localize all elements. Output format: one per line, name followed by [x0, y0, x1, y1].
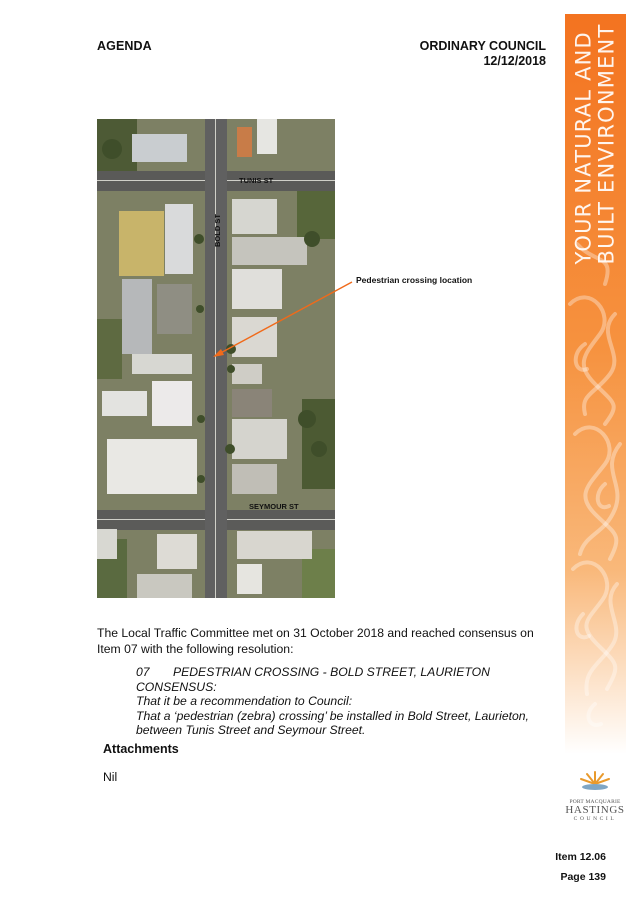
meeting-header: [420, 39, 546, 69]
resolution-line2: That a ‘pedestrian (zebra) crossing’ be installed in Bold Street, Laurieton, between Tunis Street and Seymour Street.: [136, 708, 529, 737]
aerial-map-image: [97, 119, 335, 598]
resolution-block: [136, 665, 546, 738]
meeting-date: 12/12/2018: [483, 54, 546, 68]
agenda-label: AGENDA: [97, 39, 152, 53]
item-reference: Item 12.06: [555, 851, 606, 863]
logo-hastings: HASTINGS: [565, 804, 625, 816]
band-slogan-line2: BUILT ENVIRONMENT: [594, 23, 619, 265]
aerial-map: [97, 119, 335, 598]
item-number: 07: [136, 665, 150, 679]
resolution-heading: [136, 665, 546, 680]
consensus-label: CONSENSUS:: [136, 679, 217, 694]
street-label-bold: BOLD ST: [213, 214, 222, 247]
committee-paragraph: The Local Traffic Committee met on 31 October 2018 and reached consensus on Item 07 with the following resolution:: [97, 626, 534, 656]
item-title: PEDESTRIAN CROSSING - BOLD STREET, LAURIETON: [173, 665, 490, 679]
street-label-seymour: SEYMOUR ST: [249, 502, 299, 511]
resolution-line1: That it be a recommendation to Council:: [136, 694, 353, 708]
brand-band: [565, 14, 626, 754]
meeting-title: ORDINARY COUNCIL: [419, 39, 546, 53]
band-slogan-line1: YOUR NATURAL AND: [571, 31, 596, 265]
logo-port-macquarie: PORT MACQUARIE: [569, 799, 621, 805]
street-label-tunis: TUNIS ST: [239, 176, 274, 185]
page-number: Page 139: [560, 871, 606, 883]
attachments-heading: Attachments: [103, 742, 179, 756]
callout-label: Pedestrian crossing location: [356, 275, 473, 285]
band-slogan: [565, 14, 626, 274]
logo-council: COUNCIL: [573, 816, 617, 822]
attachments-value: Nil: [103, 770, 118, 784]
sun-icon: [575, 770, 615, 792]
council-logo: [562, 770, 628, 822]
